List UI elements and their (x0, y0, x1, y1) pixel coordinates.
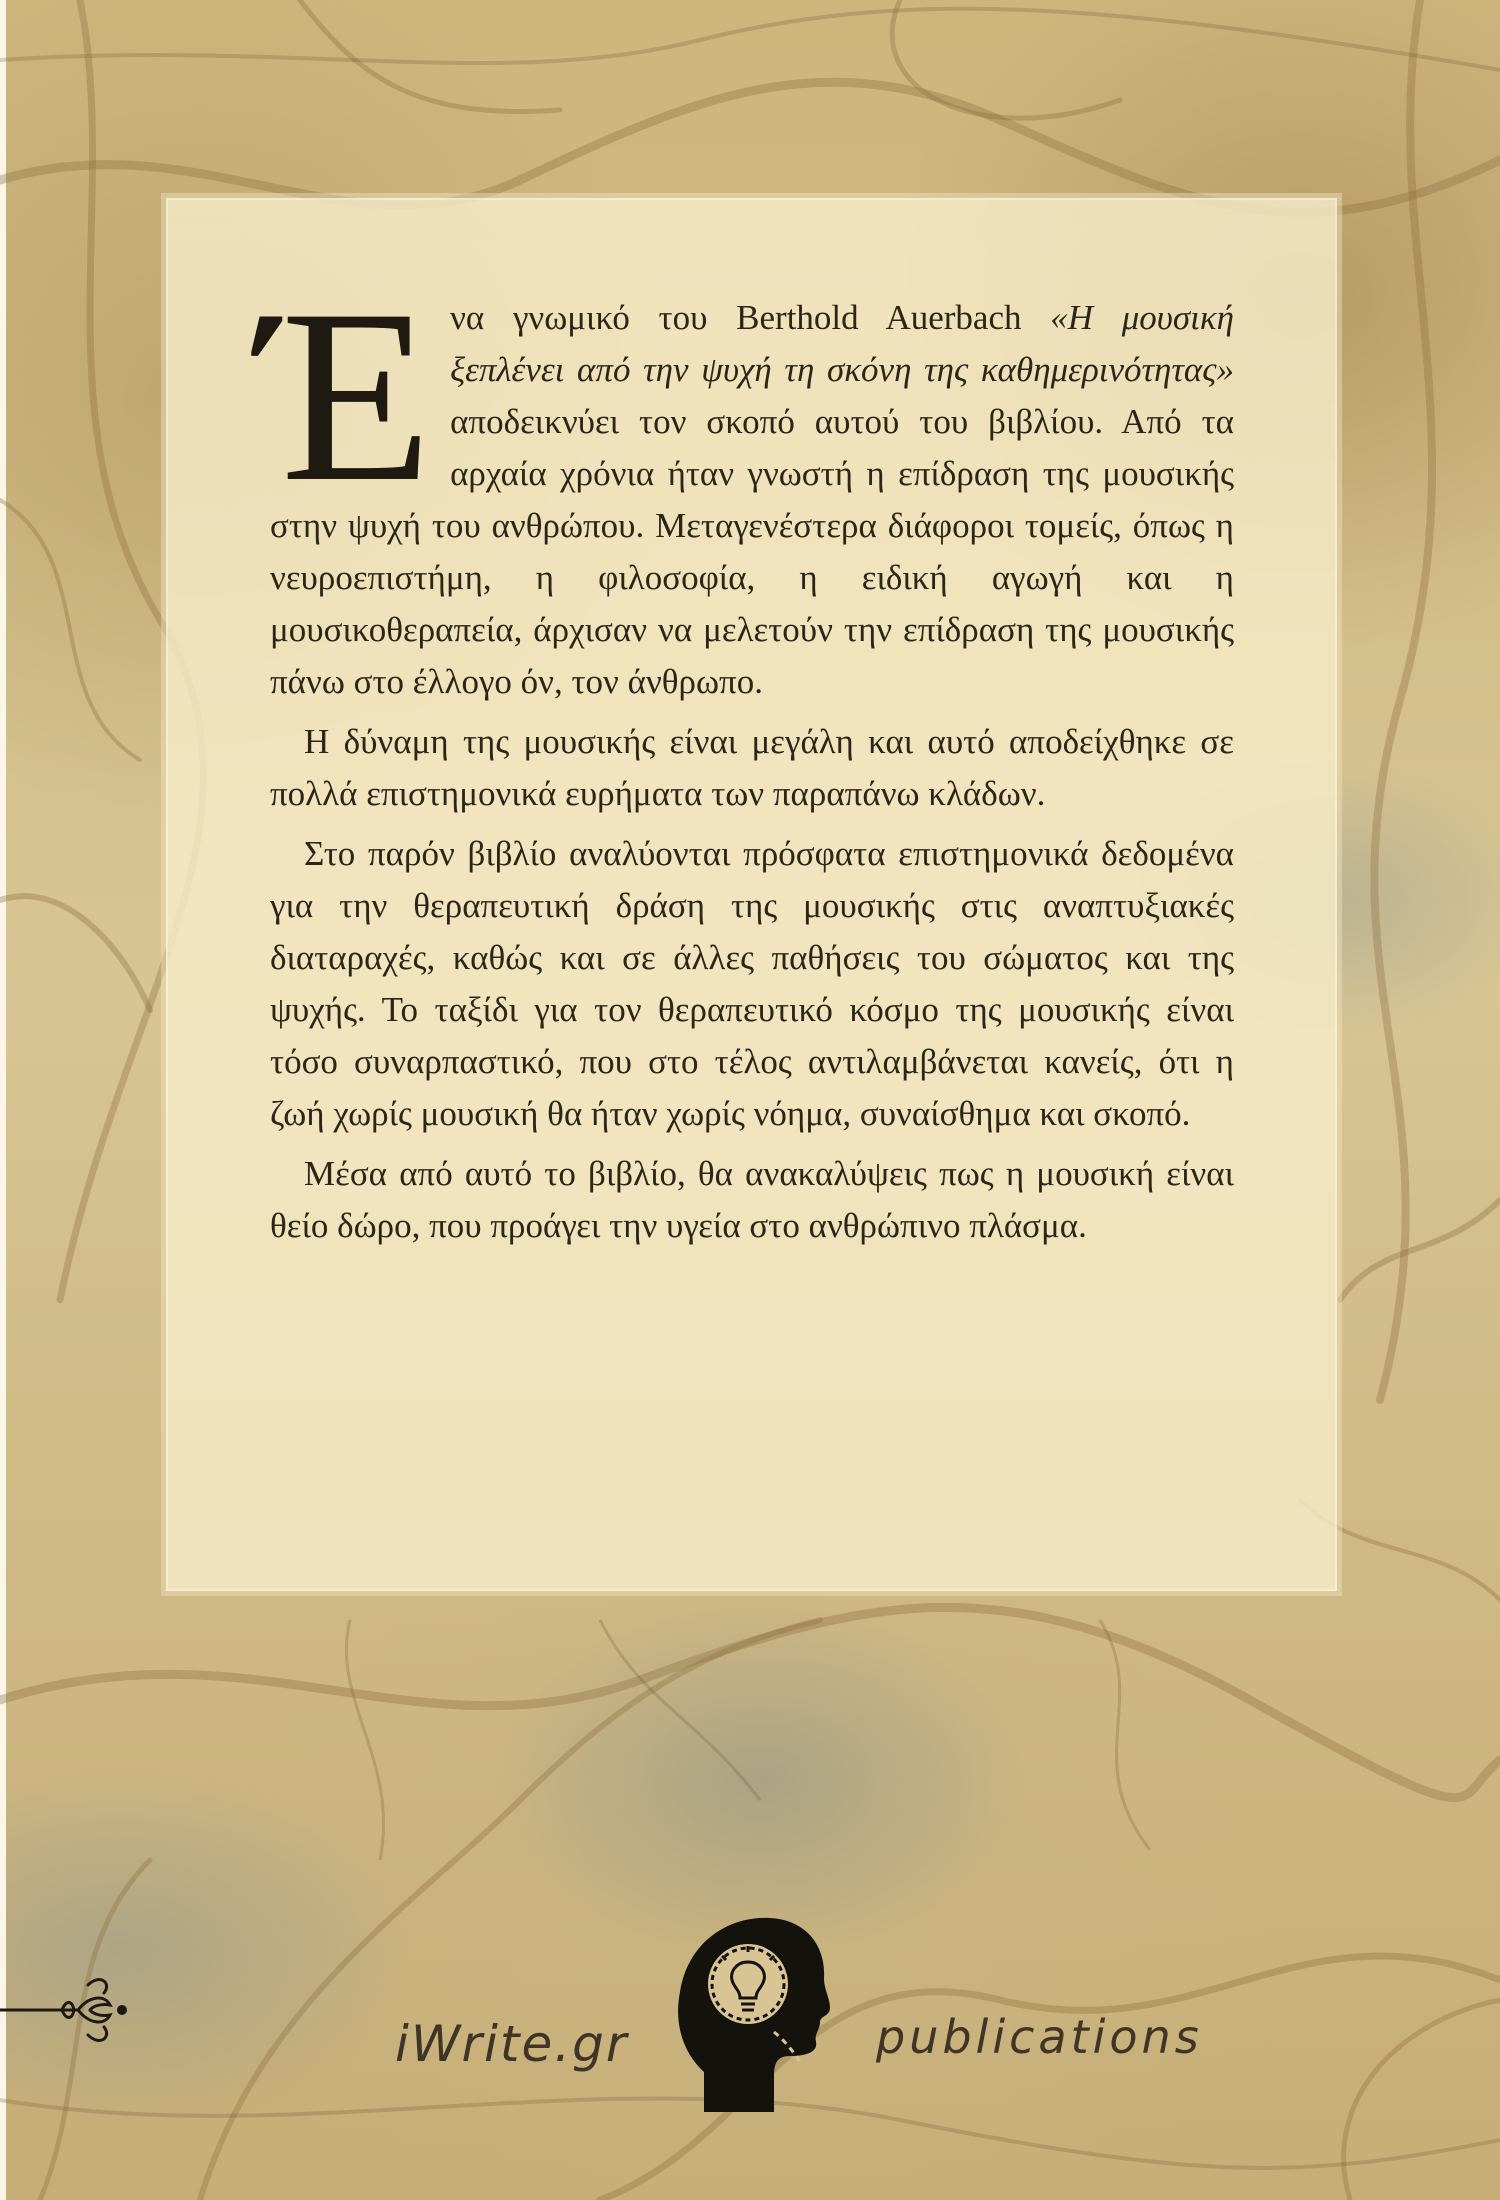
paragraph-2: Η δύναμη της μουσικής είναι μεγάλη και αυτό αποδείχθηκε σε πολλά επιστημονικά ευρήματα των παραπάνω κλάδων. (270, 722, 1234, 813)
paragraph-1 (260, 258, 1234, 708)
paragraph-1-end: αποδεικνύει τον σκοπό αυτού του βιβλίου. Από τα αρχαία χρόνια ήταν γνωστή η επίδραση της μουσικής στην ψυχή του ανθρώπου. Μεταγενέστερα διάφοροι τομείς, όπως η νευροεπιστήμη, η φιλοσοφία, η ειδική αγωγή και η μουσικοθεραπεία, άρχισαν να μελετούν την επίδραση της μουσικής πάνω στο έλλογο όν, τον άνθρωπο. (270, 402, 1234, 701)
paragraph-3: Στο παρόν βιβλίο αναλύονται πρόσφατα επιστημονικά δεδομένα για την θεραπευτική δράση της μουσικής στις αναπτυξιακές διαταραχές, καθώς και σε άλλες παθήσεις του σώματος και της ψυχής. Το ταξίδι για τον θεραπευτικό κόσμο της μουσικής είναι τόσο συναρπαστικό, που στο τέλος αντιλαμβάνεται κανείς, ότι η ζωή χωρίς μουσική θα ήταν χωρίς νόημα, συναίσθημα και σκοπό. (270, 834, 1234, 1133)
drop-cap: Έ (260, 258, 433, 533)
head-lightbulb-icon (674, 1912, 832, 2112)
paragraph-1-start: να γνωμικό του Berthold Auerbach (450, 298, 1051, 337)
auerbach-quote: «Η μουσική ξεπλένει από την ψυχή τη σκόνη της καθημερινότητας» (450, 298, 1234, 389)
publisher-site-text: iWrite.gr (395, 2015, 629, 2073)
flourish-ornament-icon (0, 1965, 140, 2055)
back-cover-text (260, 258, 1234, 1260)
publisher-name-text: publications (876, 2010, 1203, 2064)
paragraph-4: Μέσα από αυτό το βιβλίο, θα ανακαλύψεις πως η μουσική είναι θείο δώρο, που προάγει την υγεία στο ανθρώπινο πλάσμα. (270, 1154, 1234, 1245)
